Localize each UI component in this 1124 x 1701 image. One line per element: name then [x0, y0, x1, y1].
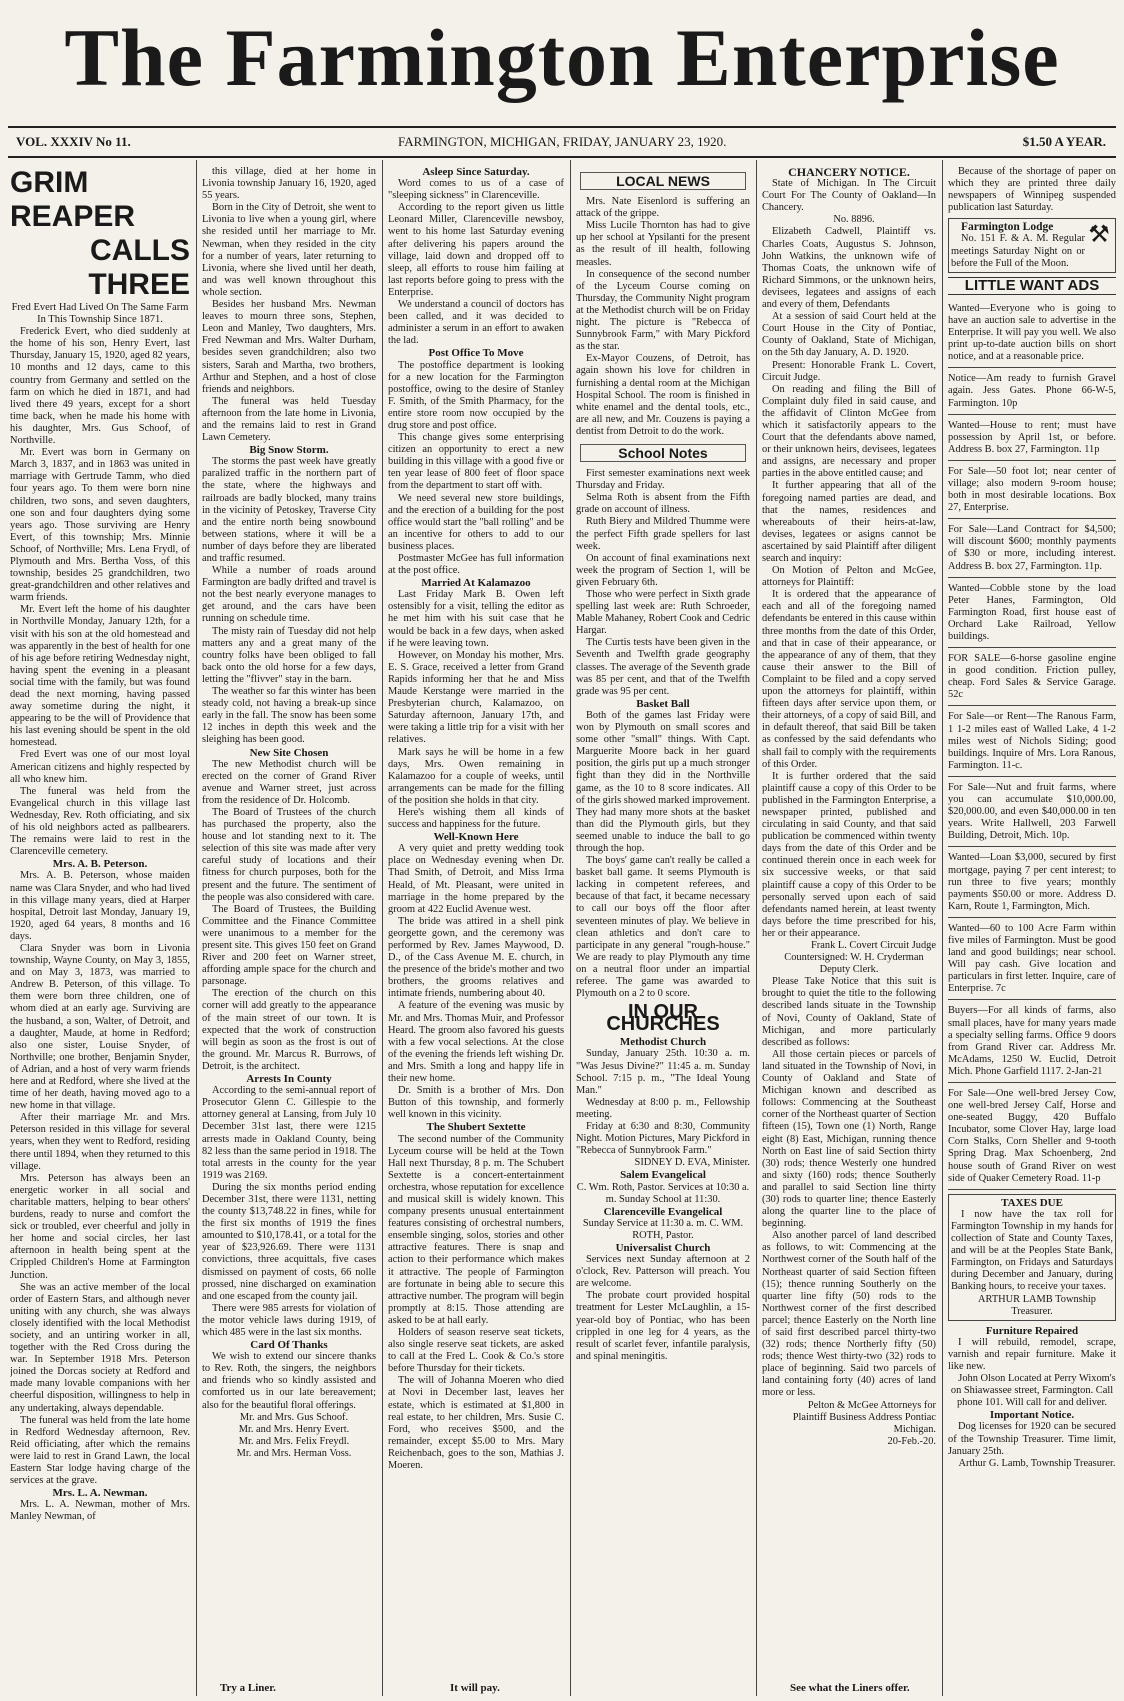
article-paragraph: According to the report given us little Leonard Miller, Clarenceville newsboy, went to his home last Saturday evening after delivering his papers around the village, laid down and dropped off to sleep, all efforts to rouse him failing at last reports before going to press with the Enterprise.: [388, 202, 564, 298]
signature-line: Mr. and Mrs. Gus Schoof.: [239, 1411, 349, 1423]
signature-line: Mr. and Mrs. Henry Evert.: [238, 1423, 350, 1435]
article-paragraph: Mrs. L. A. Newman, mother of Mrs. Manley Newman, of: [10, 1499, 190, 1523]
article-paragraph: The Board of Trustees of the church has purchased the property, also the house and lot standing next to it. The selection of this site was made after very careful study of locations and their fitness for church purposes, both for the present and the future. The sentiment of the people was also considered with care.: [202, 806, 376, 903]
heading-arrests-in-county: Arrests In County: [246, 1073, 332, 1086]
want-ad: [948, 1086, 1116, 1190]
article-paragraph: Mr. Evert left the home of his daughter in Northville Monday, January 12th, for a visit with his son at the old homestead and was apparently in the best of health for one of his age before retiring Wednesday night, having spent the evening in a pleasant social time with the family, but was found dead the next morning, having passed away sometime during the night, it appearing to be the will of Providence that his last evening should be spent in the old homestead.: [10, 604, 190, 749]
article-paragraph: The misty rain of Tuesday did not help matters any and a great many of the country folks have been obliged to fall back onto the old horse for a few days, letting the "flivver" stay in the barn.: [202, 625, 376, 685]
article-paragraph: Also another parcel of land described as follows, to wit: Commencing at the Northwest corner of the South half of the Northeast quarter of said Section fifteen (15); thence running Southerly on the quarter line fifty (50) rods to the Northwest corner of the first described parcel; thence Easterly on the North line of said first described parcel thirty-two (32) rods; thence Northerly fifty (50) rods; thence West thirty-two (32) rods to place of beginning. Said two parcels of land containing forty (40) acres of land more or less.: [762, 1230, 936, 1399]
heading-school-notes: School Notes: [580, 444, 746, 462]
article-paragraph: Here's wishing them all kinds of success and happiness for the future.: [388, 806, 564, 831]
article-paragraph: We wish to extend our sincere thanks to Rev. Roth, the singers, the neighbors and friends who so kindly assisted and comforted us in our late bereavement; also for the beautiful floral offerings.: [202, 1351, 376, 1411]
headline-deck: Fred Evert Had Lived On The Same Farm In This Township Since 1871.: [11, 302, 189, 326]
lodge-title: Farmington Lodge: [961, 221, 1054, 234]
lodge-notice: [948, 218, 1116, 272]
article-paragraph: The boys' game can't really be called a basket ball game. It seems Plymouth is lacking in competent referees, and because of that fact, it became necessary to call our boys off the floor after seventeen minutes of play. We believe in clean athletics and don't care to participate in any general "rough-house." We are ready to play Plymouth any time on a neutral floor under an impartial referee. The game was awarded to Plymouth on a 2 to 0 score.: [576, 855, 750, 1000]
column-3: [388, 166, 564, 1696]
want-ad: [948, 921, 1116, 1001]
article-paragraph: The bride was attired in a shell pink georgette gown, and the ceremony was performed by Rev. James Maywood, D. D., of the Cass Avenue M. E. church, in the presence of the bride's mother and two brothers, the grooms relatives and intimate friends, numbering about 40.: [388, 915, 564, 1000]
article-paragraph: State of Michigan. In The Circuit Court For The County of Oakland—In Chancery.: [762, 178, 936, 214]
column-5: [762, 166, 936, 1696]
article-paragraph: The postoffice department is looking for a new location for the Farmington postoffice, owing to the desire of Stanley F. Smith, of the Smith Pharmacy, for the entire store room now occupied by the drug store and post office.: [388, 359, 564, 431]
article-paragraph: While a number of roads around Farmington are badly drifted and travel is not the best nearly everyone manages to get around, and the cars have been running on schedule time.: [202, 565, 376, 625]
want-ad: [948, 1003, 1116, 1083]
want-ad-text: Notice—Am ready to furnish Gravel again. Jess Gates. Phone 66-W-5, Farmington. 10p: [948, 373, 1116, 409]
masthead-title: The Farmington Enterprise: [64, 12, 1060, 103]
signature-line: Arthur G. Lamb, Township Treasurer.: [958, 1457, 1116, 1469]
subheading-peterson: Mrs. A. B. Peterson.: [52, 858, 148, 871]
article-paragraph: A feature of the evening was music by Mr. and Mrs. Thomas Muir, and Professor Heard. The groom also favored his guests with a few vocal selections. At the close of the evening the friends left wishing Dr. and Mrs. Smith a long and happy life in their new home.: [388, 1000, 564, 1085]
signature-line: Countersigned: W. H. Cryderman Deputy Clerk.: [784, 952, 924, 976]
heading-methodist-church: Methodist Church: [619, 1036, 707, 1049]
article-paragraph: We understand a council of doctors has been called, and it was decided to administer a serum in an effort to awaken the lad.: [388, 299, 564, 347]
article-paragraph: Mrs. A. B. Peterson, whose maiden name was Clara Snyder, and who had lived in this village many years, died at Harper hospital, Detroit last Monday, January 19, 1920, aged 64 years, 8 months and 16 days.: [10, 870, 190, 942]
article-paragraph: Ruth Biery and Mildred Thumme were the perfect Fifth grade spellers for last week.: [576, 516, 750, 552]
article-paragraph: Friday at 6:30 and 8:30, Community Night. Motion Pictures, Mary Pickford in "Rebecca of Sunnybrook Farm.": [576, 1121, 750, 1157]
signature-line: Pelton & McGee Attorneys for Plaintiff Business Address Pontiac Michigan.: [792, 1399, 936, 1435]
article-paragraph: At a session of said Court held at the Court House in the City of Pontiac, County of Oakland, State of Michigan, on the 5th day January, A. D. 1920.: [762, 311, 936, 359]
column-divider: [382, 160, 383, 1696]
want-ad: [948, 522, 1116, 577]
article-paragraph: After their marriage Mr. and Mrs. Peterson resided in this village for several years, when they went to Redford, residing there until 1894, when they returned to this village.: [10, 1112, 190, 1172]
footer-it-will-pay: It will pay.: [450, 1682, 500, 1694]
signature-line: John Olson Located at Perry Wixom's on Shiawassee street, Farmington. Call phone 101. Will call for and deliver.: [950, 1373, 1116, 1409]
article-paragraph: Dr. Smith is a brother of Mrs. Don Button of this township, and formerly well known in this vicinity.: [388, 1085, 564, 1121]
want-ad-text: For Sale—One well-bred Jersey Cow, one well-bred Jersey Calf, Horse and one-seated Buggy, 420 Buffalo Incubator, some Clover Hay, large load Corn Stalks, Corn Sheller and 9-tooth Spring Drag. Max Schoenberg, 2nd house south of Grand River on west side of Quaker Cemetery Road. 11-p: [948, 1088, 1116, 1184]
subscription-price: $1.50 A YEAR.: [1022, 134, 1106, 149]
article-paragraph: Born in the City of Detroit, she went to Livonia to live when a young girl, where she resided until her marriage to Mr. Newman, when they resided in the city for a number of years, later returning to Livonia, where she lived until her death, and was well known throughout this whole section.: [202, 202, 376, 298]
want-ad: [948, 418, 1116, 461]
article-paragraph: C. Wm. Roth, Pastor. Services at 10:30 a. m. Sunday School at 11:30.: [576, 1181, 750, 1205]
column-4: [576, 166, 750, 1696]
heading-shubert-sextette: The Shubert Sextette: [426, 1121, 526, 1134]
want-ad-text: Wanted—Everyone who is going to have an auction sale to advertise in the Enterprise. It will pay you well. We also print up-to-date auction bills on short notice, and at a reasonable price.: [948, 302, 1116, 363]
want-ad-text: For Sale—Land Contract for $4,500; will discount $600; monthly payments of $30 or more, including interest. Address B. box 27, Farmington. 11p.: [948, 524, 1116, 572]
article-paragraph: Word comes to us of a case of "sleeping sickness" in Clarenceville.: [388, 178, 564, 202]
subheading-newman: Mrs. L. A. Newman.: [52, 1487, 148, 1500]
article-paragraph: Ex-Mayor Couzens, of Detroit, has again shown his love for children in furnishing a dental room at the Michigan Hospital School. The room is finished in white enamel and the dental tools, etc., are all new, and Mr. Couzens is paying a dentist from Detroit to do the work.: [576, 353, 750, 437]
article-paragraph: I now have the tax roll for Farmington Township in my hands for collection of State and County Taxes, and will be at the Peoples State Bank, Farmington, on Fridays and Saturdays during December and January, during Banking hours, to receive your taxes.: [951, 1208, 1113, 1293]
taxes-due-notice: [948, 1194, 1116, 1321]
article-paragraph: Please Take Notice that this suit is brought to quiet the title to the following described lands situate in the Township of Novi, County of Oakland, State of Michigan, and more particularly described as follows:: [762, 976, 936, 1048]
article-paragraph: Present: Honorable Frank L. Covert, Circuit Judge.: [762, 359, 936, 383]
article-paragraph: On account of final examinations next week the program of Section 1, will be given February 6th.: [576, 552, 750, 588]
article-paragraph: Clara Snyder was born in Livonia township, Wayne County, on May 3, 1855, and on May 3, 1873, was married to Andrew B. Peterson, of this village. To them were born three children, one of whom died at an early age. Surviving are the husband, a son, Walter, of Detroit, and a daughter, Maude, at home in Redford; also one sister, Louise Snyder, of Northville; one brother, Benjamin Snyder, of Adrian, and a host of very warm friends here and at Redford, where she lived at the time of her death, having moved ago to a new home in that village.: [10, 942, 190, 1112]
article-paragraph: Elizabeth Cadwell, Plaintiff vs. Charles Coats, Augustus S. Johnson, John Watkins, the unknown wife of Thomas Coats, the unknown wife of Richard Simmons, or the unknown heirs, devisees, legatees and assigns of each and every of them, Defendants: [762, 226, 936, 311]
article-paragraph: The will of Johanna Moeren who died at Novi in December last, leaves her estate, which is estimated at $1,800 in real estate, to her children, Mrs. Susie C. Ford, who receives $500, and the remainder, except $5.00 to Mrs. Mary Reichenbach, goes to the son, Mathias J. Moeren.: [388, 1375, 564, 1472]
article-paragraph: It is ordered that the appearance of each and all of the foregoing named defendants be entered in this cause within three months from the date of this Order, and that in case of their appearance, or the appearance of any of them, that they cause their answer to the Bill of Complaint to be filed and a copy served upon the attorneys for plaintiff, within fifteen days after service upon them, or their attorneys, of a copy of said Bill, and in default thereof, that said Bill be taken as confessed by the said defendants who shall fail to comply with the requirements of this Order.: [762, 589, 936, 770]
want-ad-text: For Sale—or Rent—The Ranous Farm, 1 1-2 miles east of Walled Lake, 4 1-2 miles west of Nichols Siding; good buildings. Inquire of Mrs. Lora Ranous, Farmington. 11-c.: [948, 711, 1116, 771]
heading-in-our-churches: IN OUR CHURCHES: [606, 1001, 720, 1036]
lodge-text: No. 151 F. & A. M. Regular meetings Saturday Night on or before the Full of the Moon.: [951, 233, 1085, 269]
article-paragraph: Dog licenses for 1920 can be secured of the Township Treasurer. Time limit, January 25th.: [948, 1421, 1116, 1457]
article-paragraph: Sunday Service at 11:30 a. m. C. WM. ROTH, Pastor.: [582, 1217, 744, 1241]
headline-grim-reaper: GRIM REAPER: [10, 166, 136, 233]
want-ad: [948, 581, 1116, 648]
article-paragraph: Selma Roth is absent from the Fifth grade on account of illness.: [576, 492, 750, 516]
headline-calls-three: CALLS THREE: [88, 234, 190, 301]
article-paragraph: Sunday, January 25th. 10:30 a. m. "Was Jesus Divine?" 11:45 a. m. Sunday School. 7:15 p. m., "The Ideal Young Man.": [576, 1048, 750, 1096]
heading-local-news: LOCAL NEWS: [580, 172, 746, 190]
want-ad-text: Wanted—House to rent; must have possession by April 1st, or before. Address B. box 27, Farmington. 11p: [948, 419, 1116, 455]
article-paragraph: Mr. Evert was born in Germany on March 3, 1837, and in 1863 was united in marriage with Gertrude Tamm, who died four years ago. To them were born nine children, two sons, and seven daughters, one son and four daughters dying some years ago. Those surviving are Henry Evert, of this township; Mrs. Minnie Schoof, of Northville; Mrs. Lena Frydl, of Plymouth and Mrs. Bertha Voss, of this township, besides 25 grandchildren, two great-grandchildren and other relatives and warm friends.: [10, 447, 190, 604]
notice-date: 20-Feb.-20.: [887, 1435, 936, 1447]
footer-try-a-liner: Try a Liner.: [220, 1682, 276, 1694]
heading-married-at-kalamazoo: Married At Kalamazoo: [421, 577, 531, 590]
article-paragraph: This change gives some enterprising citizen an opportunity to erect a new building in this village with a good five or ten year lease of 800 feet of floor space from the department to start off with.: [388, 432, 564, 492]
heading-well-known-here: Well-Known Here: [433, 831, 519, 844]
heading-furniture-repaired: Furniture Repaired: [985, 1324, 1079, 1337]
heading-chancery-notice: CHANCERY NOTICE.: [788, 166, 910, 179]
signature-line: Mr. and Mrs. Herman Voss.: [236, 1447, 352, 1459]
case-number: No. 8896.: [833, 214, 875, 226]
article-paragraph: There were 985 arrests for violation of the motor vehicle laws during 1919, of which 485 were in the last six months.: [202, 1302, 376, 1338]
heading-asleep-since-saturday: Asleep Since Saturday.: [422, 166, 530, 178]
article-paragraph: Last Friday Mark B. Owen left ostensibly for a visit, telling the editor as he met him with his suit case that he would be back in a few days, when asked if he were leaving town.: [388, 589, 564, 649]
article-paragraph: All those certain pieces or parcels of land situated in the Township of Novi, in County of Oakland and State of Michigan known and described as follows: Commencing at the Southeast corner of the Northeast quarter of Section fifteen (15), Town one (1) North, Range eight (8) East, Michigan, running thence North on East line of said Section thirty (30) rods; thence Westerly one hundred and sixty (160) rods; thence Southerly and parallel to said Section line thirty (30) rods to quarter line; thence Easterly along the quarter line to the place of beginning.: [762, 1048, 936, 1230]
column-2: [202, 166, 376, 1696]
article-paragraph: Fred Evert was one of our most loyal American citizens and highly respected by all who knew him.: [10, 749, 190, 785]
want-ad-text: For Sale—Nut and fruit farms, where you can accumulate $10,000.00, $20,000.00, and even $40,000.00 in ten years. Write Hallwell, 203 Farwell Building, Detroit, Mich. 10p.: [948, 781, 1116, 842]
article-paragraph: Because of the shortage of paper on which they are printed three daily newspapers of Winnipeg suspended publication last Saturday.: [948, 166, 1116, 214]
volume-number: VOL. XXXIV No 11.: [16, 134, 131, 149]
heading-basket-ball: Basket Ball: [636, 697, 690, 710]
want-ad: [948, 371, 1116, 414]
article-paragraph: The Curtis tests have been given in the Seventh and Twelfth grade geography classes. The average of the Seventh grade was 85 per cent, and that of the Twelfth grade was 95 per cent.: [576, 637, 750, 697]
column-divider: [756, 160, 757, 1696]
want-ad: [948, 301, 1116, 368]
article-paragraph: We need several new store buildings, and the erection of a building for the post office would start the "ball rolling" and be an incentive for others to add to our business places.: [388, 492, 564, 552]
article-paragraph: On Motion of Pelton and McGee, attorneys for Plaintiff:: [762, 565, 936, 589]
heading-salem-evangelical: Salem Evangelical: [620, 1169, 706, 1182]
article-paragraph: The Board of Trustees, the Building Committee and the Finance Committee were unanimous to a member for the present site. This gives 150 feet on Grand River and 200 feet on Warner street, affording ample space for the church and parsonage.: [202, 903, 376, 988]
heading-new-site-chosen: New Site Chosen: [249, 746, 329, 759]
article-paragraph: The weather so far this winter has been steady cold, not having a break-up since early in the fall. The snow has been some 12 inches in depth this week and the sleighing has been good.: [202, 686, 376, 746]
want-ad-text: Wanted—60 to 100 Acre Farm within five miles of Farmington. Must be good land and good buildings; near school. Will pay cash. Give location and particulars in first letter. Inquire, care of Enterprise. 7c: [948, 922, 1116, 995]
heading-clarenceville-evangelical: Clarenceville Evangelical: [603, 1205, 723, 1218]
dateline: FARMINGTON, MICHIGAN, FRIDAY, JANUARY 23, 1920.: [398, 134, 727, 149]
article-paragraph: this village, died at her home in Livonia township January 16, 1920, aged 55 years.: [202, 166, 376, 202]
want-ad-text: Buyers—For all kinds of farms, also small places, have for many years made a specialty selling farms. Office 9 doors from Grand River car. Address Mr. McAdams, 1250 W. Euclid, Detroit Mich. Phone Garfield 1117. 2-Jan-21: [948, 1005, 1116, 1077]
article-paragraph: Services next Sunday afternoon at 2 o'clock, Rev. Patterson will preach. You are welcome.: [576, 1254, 750, 1290]
signature-line: SIDNEY D. EVA, Minister.: [634, 1157, 750, 1169]
want-ad: [948, 464, 1116, 519]
article-paragraph: Mrs. Peterson has always been an energetic worker in all social and charitable matters, helping to bear others' burdens, ready to nurse and comfort the sick or troubled, ever cheerful and jolly in her home and social circles, her last afternoon in health being spent at the Crippled Children's Home at Farmington Junction.: [10, 1172, 190, 1281]
want-ad-text: For Sale—50 foot lot; near center of village; also modern 9-room house; both in most desirable locations. Box 27, Enterprise.: [948, 465, 1116, 514]
issue-line: [8, 134, 1116, 152]
article-paragraph: A very quiet and pretty wedding took place on Wednesday evening when Dr. Thad Smith, of Detroit, and Miss Irma Heald, of Mt. Pleasant, were united in marriage in the home prepared by the groom at 422 Euclid Avenue west.: [388, 843, 564, 915]
article-paragraph: The funeral was held from the late home in Redford Wednesday afternoon, Rev. Reid officiating, after which the remains were laid to rest in Grand Lawn, the local Eastern Star lodge having charge of the services at the grave.: [10, 1414, 190, 1487]
article-paragraph: Holders of season reserve seat tickets, also single reserve seat tickets, are asked to call at the Fred L. Cook & Co.'s store before Thursday for their tickets.: [388, 1327, 564, 1375]
heading-little-want-ads: LITTLE WANT ADS: [948, 277, 1116, 295]
column-1: [10, 166, 190, 1696]
article-paragraph: The storms the past week have greatly paralized traffic in the northern part of the state, where the highways and railroads are badly blocked, many trains in the vicinity of Petoskey, Traverse City and the entire north being snowbound between stations, where it will be a number of days before they are liberated and traffic resumed.: [202, 456, 376, 564]
want-ad-text: Wanted—Loan $3,000, secured by first mortgage, paying 7 per cent interest; to run three to five years; monthly payments $50.00 or more. Address D. Karn, Route 1, Farmington, Mich.: [948, 852, 1116, 912]
article-paragraph: On reading and filing the Bill of Complaint duly filed in said cause, and the affidavit of Clinton McGee from which it satisfactorily appears to the Court that the defendants above named, or their unknown heirs, devisees, legatees and assigns, are necessary and proper parties in the above entitled cause; and: [762, 383, 936, 480]
article-paragraph: The funeral was held Tuesday afternoon from the late home in Livonia, and the remains laid to rest in Grand Lawn Cemetery.: [202, 395, 376, 444]
heading-taxes-due: TAXES DUE: [1001, 1196, 1063, 1209]
article-paragraph: Wednesday at 8:00 p. m., Fellowship meeting.: [576, 1096, 750, 1120]
heading-big-snow-storm: Big Snow Storm.: [249, 444, 329, 457]
signature-line: Frank L. Covert Circuit Judge: [811, 940, 936, 951]
column-divider: [570, 160, 571, 1696]
article-paragraph: First semester examinations next week Thursday and Friday.: [576, 468, 750, 492]
want-ad-text: Wanted—Cobble stone by the load Peter Hanes, Farmington, Old Farmington Road, first house east of Orchard Lake Railroad, Yellow buildings.: [948, 582, 1116, 642]
article-paragraph: Mark says he will be home in a few days, Mrs. Owen remaining in Kalamazoo for a couple of weeks, until arrangements can be made for the filling of the position she holds in that city.: [388, 746, 564, 806]
signature-line: Mr. and Mrs. Felix Freydl.: [238, 1435, 350, 1447]
want-ad-text: FOR SALE—6-horse gasoline engine in good condition. Friction pulley, cheap. Ford Sales & Service Garage. 52c: [948, 653, 1116, 701]
article-paragraph: Postmaster McGee has full information at the post office.: [388, 553, 564, 577]
article-paragraph: The funeral was held from the Evangelical church in this village last Wednesday, Rev. Roth officiating, and six of his old neighbors acted as pallbearers. The remains were laid to rest in the Clarenceville cemetery.: [10, 785, 190, 858]
column-6: [948, 166, 1116, 1696]
article-paragraph: The new Methodist church will be erected on the corner of Grand River avenue and Warner street, just across from the residence of Dr. Holcomb.: [202, 758, 376, 806]
heading-universalist-church: Universalist Church: [615, 1241, 711, 1254]
article-paragraph: During the six months period ending December 31st, there were 1131, netting the county $13,748.22 in fines, while for the first six months of 1919 the fines amounted to $10,178.41, or a total for the year of $23,926.69. There were 1131 convictions, three acquittals, five cases dismissed on payment of costs, 66 nolle prossed, nine discharged on examination and one escaped from the county jail.: [202, 1181, 376, 1302]
article-paragraph: Miss Lucile Thornton has had to give up her school at Ypsilanti for the present as the result of ill health, following measles.: [576, 220, 750, 268]
article-paragraph: The erection of the church on this corner will add greatly to the appearance of the main street of our town. It is expected that the work of construction will begin as soon as the frost is out of the ground. Mr. Marcus R. Burrows, of Detroit, is the architect.: [202, 988, 376, 1072]
article-paragraph: Both of the games last Friday were won by Plymouth on small scores and some other "small" things. With Capt. Marguerite Moore back in her guard position, the girls put up a much stronger fight than they did in the Northville game, as the 10 to 8 score indicates. All of the girls showed marked improvement. They had many more shots at the basket than did the Plymouth girls, but they seemed unable to induce the ball to go through the hop.: [576, 709, 750, 854]
article-paragraph: Frederick Evert, who died suddenly at the home of his son, Henry Evert, last Thursday, January 15, 1920, aged 82 years, 10 months and 12 days, came to this country from Germany and settled on the farm on which he died in 1871, and had lived there 49 years, except for a short time back, when he made his home with his daughter, Mrs. Gus Schoof, of Northville.: [10, 326, 190, 447]
article-paragraph: However, on Monday his mother, Mrs. E. S. Grace, received a letter from Grand Rapids informing her that he and Miss Maude Kerstange were married in the Presbyterian church, Kalamazoo, on Saturday afternoon, January 17th, and were taking a little trip for a visit with her relatives.: [388, 649, 564, 746]
want-ad: [948, 850, 1116, 917]
article-paragraph: Those who were perfect in Sixth grade spelling last week are: Ruth Schroeder, Mable Mahaney, Robert Cook and Cedric Hargar.: [576, 589, 750, 637]
want-ad: [948, 651, 1116, 706]
article-paragraph: In consequence of the second number of the Lyceum Course coming on Thursday, the Community Night program at the Methodist church will be on Friday night. The picture is "Rebecca of Sunnybrook Farm," with Mary Pickford as the star.: [576, 268, 750, 353]
article-paragraph: It is further ordered that the said plaintiff cause a copy of this Order to be published in the Farmington Enterprise, a newspaper printed, published and circulating in said County, and that said publication be commenced within twenty days from the date of this Order and be continued therein once in each week for six successive weeks, or that said plaintiff cause a copy of this Order to be personally served upon each of said defendants named herein, at least twenty days before the time prescribed for his, her or their appearance.: [762, 770, 936, 939]
heading-card-of-thanks: Card Of Thanks: [250, 1339, 328, 1352]
column-divider: [942, 160, 943, 1696]
masthead-rule-top: [8, 126, 1116, 128]
article-paragraph: She was an active member of the local order of Eastern Stars, and although never uniting with any church, she was always closely identified with the local Methodist society, and an untiring worker in all, together with the Red Cross during the war. In September 1918 Mrs. Peterson joined the Dorcas society at Redford and made many lovable companions with her cheerful disposition, willingness to help in any undertaking, always dependable.: [10, 1281, 190, 1414]
masthead-rule-bottom: [8, 156, 1116, 158]
want-ad: [948, 709, 1116, 776]
want-ad: [948, 780, 1116, 847]
heading-important-notice: Important Notice.: [989, 1409, 1075, 1422]
article-paragraph: According to the semi-annual report of Prosecutor Glenn C. Gillespie to the attorney general at Lansing, from July 10 December 31st last, there were 1215 arrests made in Oakland County, being 82 less than the same period in 1918. The total arrests in the county for the year 1919 was 2169.: [202, 1085, 376, 1181]
article-paragraph: I will rebuild, remodel, scrape, varnish and repair furniture. Make it like new.: [948, 1336, 1116, 1372]
article-paragraph: Mrs. Nate Eisenlord is suffering an attack of the grippe.: [576, 196, 750, 220]
masonic-emblem-icon: ⚒: [1088, 222, 1110, 249]
article-paragraph: Besides her husband Mrs. Newman leaves to mourn three sons, Stephen, Leon and Manley, Two daughters, Mrs. Fred Newman and Mrs. Walter Durham, besides seven grandchildren; also two sisters, Sarah and Martha, two brothers, Arthur and Stephen, and a host of close friends and neighbors.: [202, 299, 376, 395]
article-paragraph: It further appearing that all of the foregoing named parties are dead, and that the names, residences and whereabouts of their heirs-at-law, devises, legatees or asigns cannot be ascertained by said Plaintiff after diligent search and inquiry:: [762, 480, 936, 564]
footer-see-the-liners: See what the Liners offer.: [790, 1682, 910, 1694]
column-divider: [196, 160, 197, 1696]
heading-post-office-to-move: Post Office To Move: [428, 347, 524, 360]
signature-line: ARTHUR LAMB Township Treasurer.: [978, 1293, 1096, 1317]
article-paragraph: The second number of the Community Lyceum course will be held at the Town Hall next Thursday, 8 p. m. The Schubert Sextette is a concert-entertainment orchestra, whose reputation for excellence and musical skill is widely known. This company presents unusual entertainment features consisting of orchestral numbers, ensemble singing, solos, stories and other attractive features. There is snap and action to their performance which makes it attractive. The people of Farmington are fortunate in being able to secure this attractive number. The program will begin promptly at 8:15. Those attending are asked to be at hall early.: [388, 1133, 564, 1326]
article-paragraph: The probate court provided hospital treatment for Lester McLaughlin, a 15-year-old boy of Pontiac, who has been crippled in one leg for 4 years, as the result of scarlet fever, infantile paralysis, and spinal meningitis.: [576, 1290, 750, 1362]
